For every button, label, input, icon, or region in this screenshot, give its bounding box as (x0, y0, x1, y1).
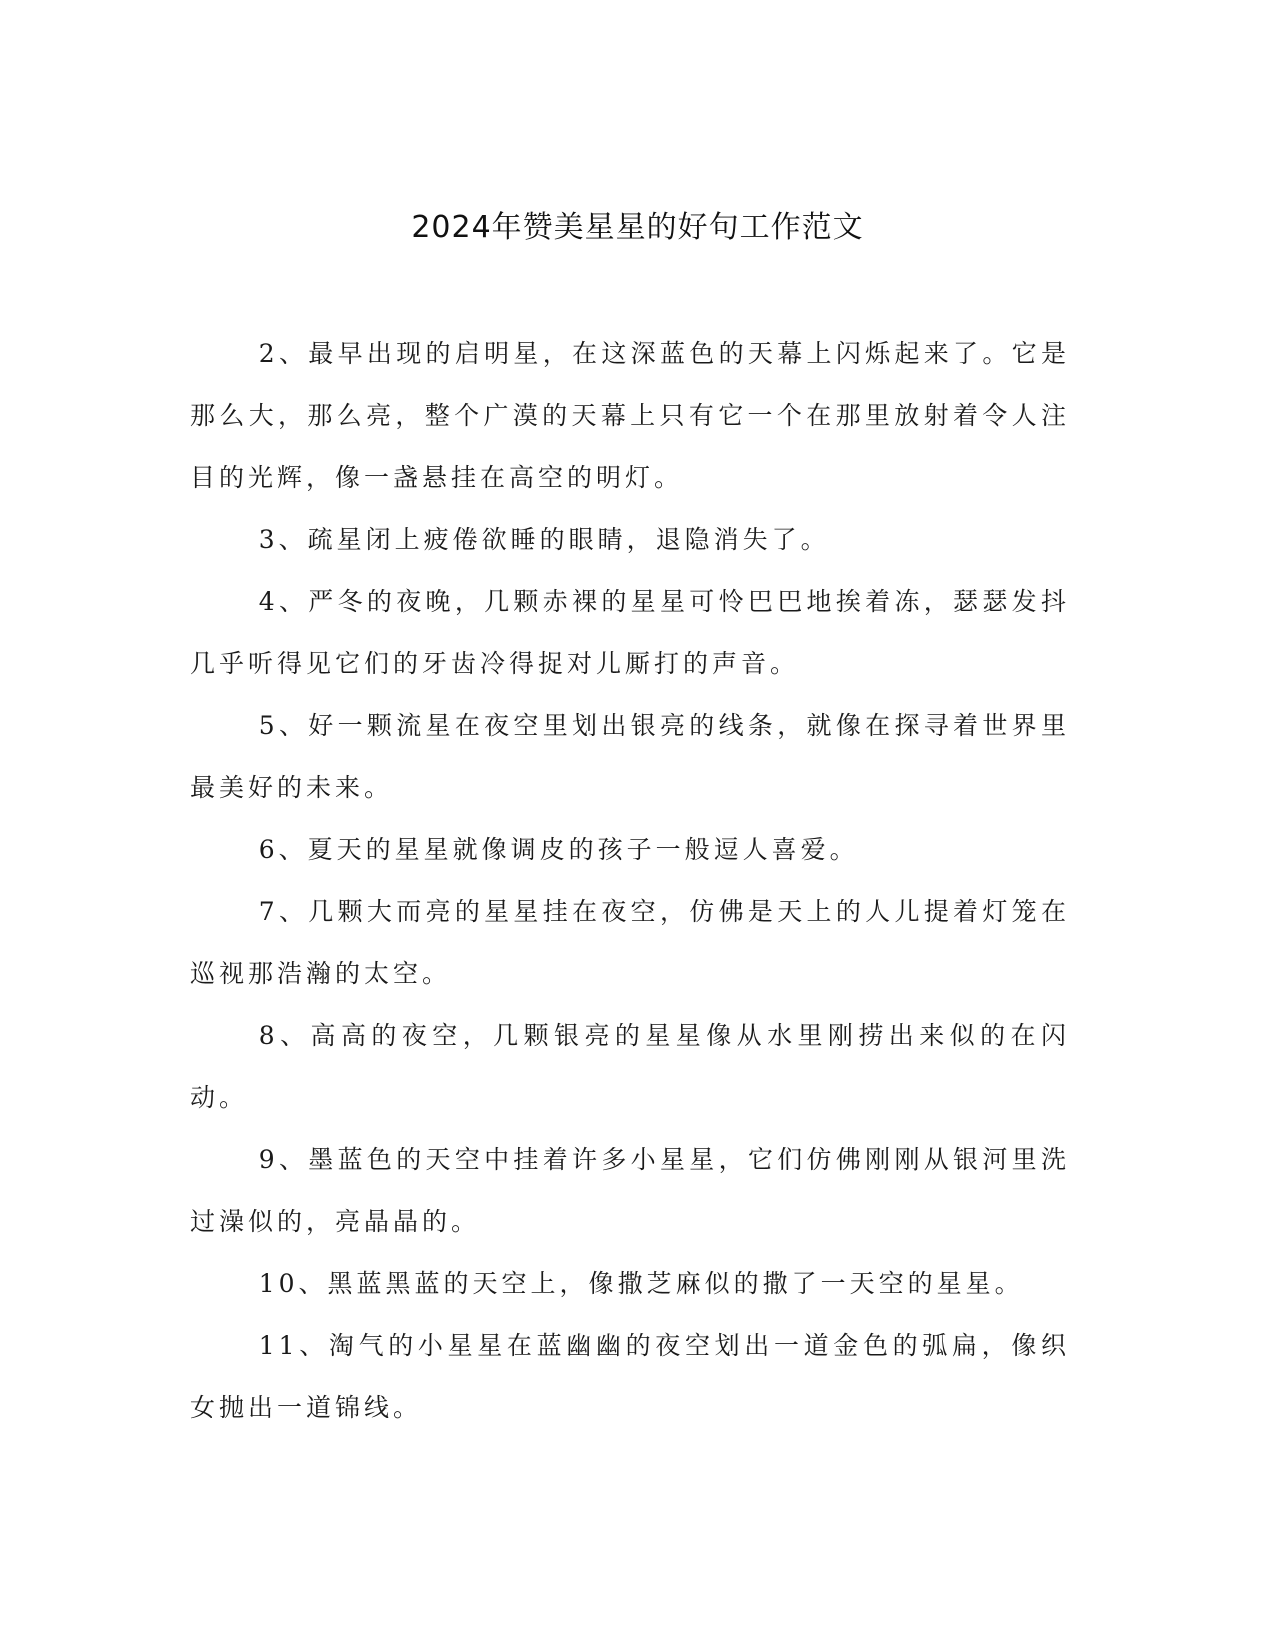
paragraph-11: 11、淘气的小星星在蓝幽幽的夜空划出一道金色的弧扁，像织女抛出一道锦线。 (190, 1331, 1070, 1422)
paragraph-3: 3、疏星闭上疲倦欲睡的眼睛，退隐消失了。 (258, 525, 830, 554)
paragraph-4: 4、严冬的夜晚，几颗赤裸的星星可怜巴巴地挨着冻，瑟瑟发抖几乎听得见它们的牙齿冷得捉对儿厮打的声音。 (190, 587, 1070, 678)
document-title: 2024年赞美星星的好句工作范文 (411, 210, 864, 245)
paragraph-9: 9、墨蓝色的天空中挂着许多小星星，它们仿佛刚刚从银河里洗过澡似的，亮晶晶的。 (190, 1145, 1070, 1236)
paragraph-5: 5、好一颗流星在夜空里划出银亮的线条，就像在探寻着世界里最美好的未来。 (190, 711, 1070, 802)
paragraph-7: 7、几颗大而亮的星星挂在夜空，仿佛是天上的人儿提着灯笼在巡视那浩瀚的太空。 (190, 897, 1070, 988)
paragraph-8: 8、高高的夜空，几颗银亮的星星像从水里刚捞出来似的在闪动。 (190, 1021, 1070, 1112)
paragraph-6: 6、夏天的星星就像调皮的孩子一般逗人喜爱。 (258, 835, 859, 864)
paragraph-2: 2、最早出现的启明星，在这深蓝色的天幕上闪烁起来了。它是那么大，那么亮，整个广漠的天幕上只有它一个在那里放射着令人注目的光辉，像一盏悬挂在高空的明灯。 (190, 339, 1070, 492)
document-body (190, 323, 1070, 1439)
paragraph-10: 10、黑蓝黑蓝的天空上，像撒芝麻似的撒了一天空的星星。 (258, 1269, 1024, 1298)
